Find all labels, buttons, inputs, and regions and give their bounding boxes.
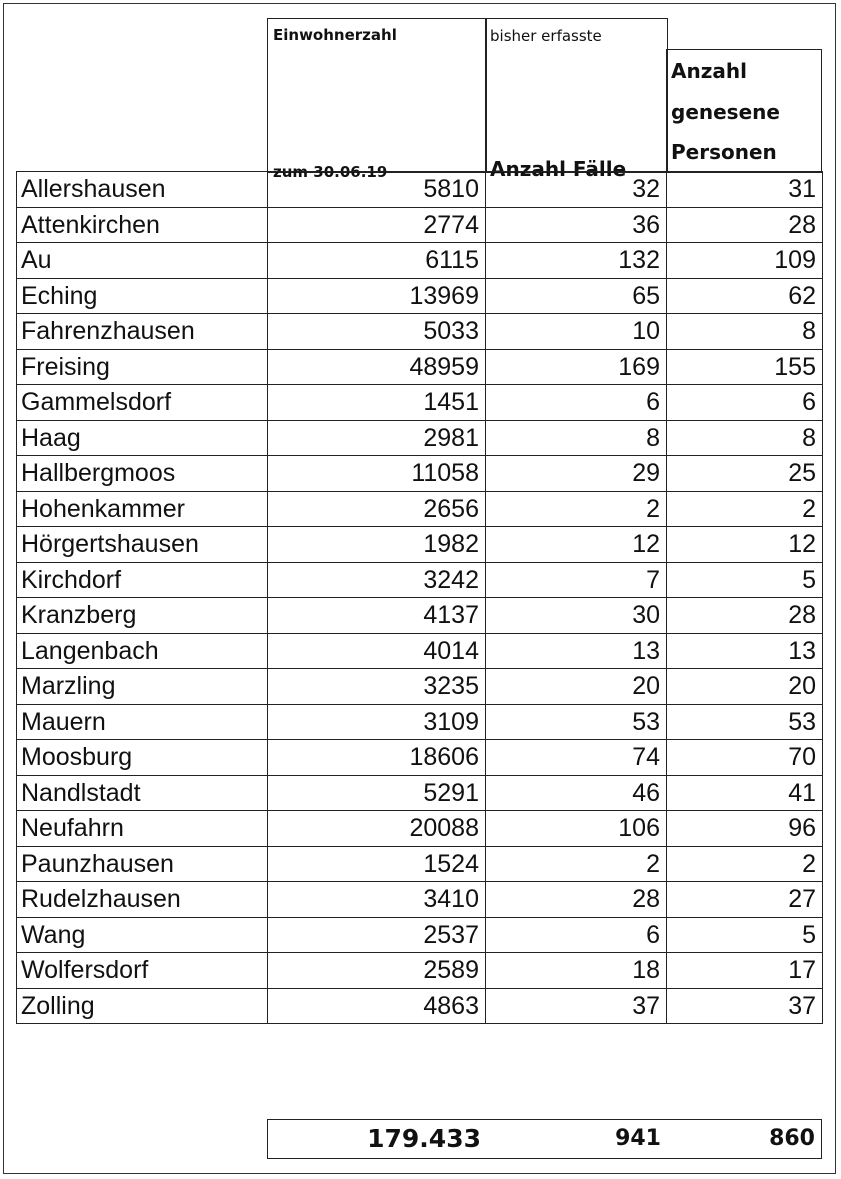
population-cell: 2656 (268, 491, 486, 527)
municipality-cell: Paunzhausen (17, 846, 268, 882)
recovered-cell: 62 (667, 278, 823, 314)
municipality-cell: Wolfersdorf (17, 953, 268, 989)
cases-cell: 6 (486, 385, 667, 421)
total-cases: 941 (615, 1126, 661, 1151)
header-recovered-line3: Personen (671, 140, 777, 164)
municipality-cell: Attenkirchen (17, 207, 268, 243)
population-cell: 4863 (268, 988, 486, 1024)
cases-cell: 18 (486, 953, 667, 989)
table-row (17, 882, 823, 918)
municipality-cell: Marzling (17, 669, 268, 705)
table-row (17, 562, 823, 598)
municipality-cell: Nandlstadt (17, 775, 268, 811)
cases-cell: 10 (486, 314, 667, 350)
cases-cell: 74 (486, 740, 667, 776)
population-cell: 5291 (268, 775, 486, 811)
cases-cell: 53 (486, 704, 667, 740)
cases-cell: 37 (486, 988, 667, 1024)
recovered-cell: 5 (667, 562, 823, 598)
total-recovered: 860 (769, 1126, 815, 1151)
recovered-cell: 53 (667, 704, 823, 740)
table-row (17, 704, 823, 740)
table-row (17, 207, 823, 243)
table-row (17, 669, 823, 705)
cases-cell: 65 (486, 278, 667, 314)
population-cell: 6115 (268, 243, 486, 279)
municipality-cell: Hohenkammer (17, 491, 268, 527)
cases-cell: 6 (486, 917, 667, 953)
cases-cell: 169 (486, 349, 667, 385)
cases-cell: 2 (486, 846, 667, 882)
recovered-cell: 155 (667, 349, 823, 385)
population-cell: 2774 (268, 207, 486, 243)
recovered-cell: 27 (667, 882, 823, 918)
table-row (17, 491, 823, 527)
header-recovered-line1: Anzahl (671, 59, 747, 83)
cases-cell: 32 (486, 172, 667, 208)
header-recovered-line2: genesene (671, 100, 780, 124)
population-cell: 20088 (268, 811, 486, 847)
municipality-cell: Wang (17, 917, 268, 953)
population-cell: 11058 (268, 456, 486, 492)
population-cell: 3109 (268, 704, 486, 740)
recovered-cell: 8 (667, 420, 823, 456)
header-population-title: Einwohnerzahl (273, 26, 397, 44)
municipality-cell: Mauern (17, 704, 268, 740)
municipality-cell: Allershausen (17, 172, 268, 208)
cases-cell: 12 (486, 527, 667, 563)
cases-cell: 7 (486, 562, 667, 598)
population-cell: 3235 (268, 669, 486, 705)
population-cell: 13969 (268, 278, 486, 314)
population-cell: 1982 (268, 527, 486, 563)
recovered-cell: 109 (667, 243, 823, 279)
recovered-cell: 13 (667, 633, 823, 669)
recovered-cell: 70 (667, 740, 823, 776)
recovered-cell: 41 (667, 775, 823, 811)
municipality-cell: Hallbergmoos (17, 456, 268, 492)
cases-cell: 30 (486, 598, 667, 634)
data-table-body (17, 172, 823, 1024)
recovered-cell: 8 (667, 314, 823, 350)
recovered-cell: 2 (667, 846, 823, 882)
cases-cell: 28 (486, 882, 667, 918)
municipality-cell: Haag (17, 420, 268, 456)
table-row (17, 527, 823, 563)
cases-cell: 8 (486, 420, 667, 456)
population-cell: 48959 (268, 349, 486, 385)
population-cell: 5033 (268, 314, 486, 350)
recovered-cell: 17 (667, 953, 823, 989)
municipality-cell: Kirchdorf (17, 562, 268, 598)
table-row (17, 420, 823, 456)
table-row (17, 633, 823, 669)
population-cell: 18606 (268, 740, 486, 776)
recovered-cell: 28 (667, 598, 823, 634)
header-recovered (666, 49, 822, 173)
municipality-cell: Fahrenzhausen (17, 314, 268, 350)
cases-cell: 46 (486, 775, 667, 811)
table-row (17, 172, 823, 208)
population-cell: 1451 (268, 385, 486, 421)
recovered-cell: 25 (667, 456, 823, 492)
header-population-subtitle: zum 30.06.19 (273, 163, 388, 181)
recovered-cell: 37 (667, 988, 823, 1024)
recovered-cell: 2 (667, 491, 823, 527)
cases-cell: 106 (486, 811, 667, 847)
cases-cell: 29 (486, 456, 667, 492)
population-cell: 3242 (268, 562, 486, 598)
population-cell: 3410 (268, 882, 486, 918)
table-row (17, 917, 823, 953)
municipality-cell: Eching (17, 278, 268, 314)
totals-row (267, 1119, 822, 1159)
recovered-cell: 96 (667, 811, 823, 847)
municipality-cell: Kranzberg (17, 598, 268, 634)
table-row (17, 740, 823, 776)
cases-cell: 20 (486, 669, 667, 705)
table-row (17, 598, 823, 634)
table-row (17, 846, 823, 882)
municipality-cell: Moosburg (17, 740, 268, 776)
municipality-cell: Freising (17, 349, 268, 385)
population-cell: 2537 (268, 917, 486, 953)
recovered-cell: 6 (667, 385, 823, 421)
population-cell: 5810 (268, 172, 486, 208)
recovered-cell: 28 (667, 207, 823, 243)
cases-cell: 36 (486, 207, 667, 243)
cases-cell: 132 (486, 243, 667, 279)
population-cell: 2589 (268, 953, 486, 989)
municipality-cell: Rudelzhausen (17, 882, 268, 918)
total-population: 179.433 (367, 1124, 481, 1153)
table-row (17, 278, 823, 314)
recovered-cell: 31 (667, 172, 823, 208)
table-row (17, 349, 823, 385)
header-cases-title: bisher erfasste (490, 27, 602, 45)
table-row (17, 988, 823, 1024)
municipality-cell: Neufahrn (17, 811, 268, 847)
recovered-cell: 5 (667, 917, 823, 953)
municipality-cell: Hörgertshausen (17, 527, 268, 563)
population-cell: 4014 (268, 633, 486, 669)
table-row (17, 456, 823, 492)
recovered-cell: 12 (667, 527, 823, 563)
population-cell: 1524 (268, 846, 486, 882)
municipality-cell: Au (17, 243, 268, 279)
table-row (17, 953, 823, 989)
population-cell: 4137 (268, 598, 486, 634)
population-cell: 2981 (268, 420, 486, 456)
municipality-cell: Zolling (17, 988, 268, 1024)
recovered-cell: 20 (667, 669, 823, 705)
table-row (17, 314, 823, 350)
table-row (17, 811, 823, 847)
header-cases (485, 18, 668, 181)
data-table (16, 171, 823, 1024)
header-population (267, 18, 487, 181)
cases-cell: 13 (486, 633, 667, 669)
table-row (17, 385, 823, 421)
header-cases-subtitle: Anzahl Fälle (490, 157, 627, 181)
municipality-cell: Langenbach (17, 633, 268, 669)
cases-cell: 2 (486, 491, 667, 527)
table-row (17, 775, 823, 811)
table-row (17, 243, 823, 279)
municipality-cell: Gammelsdorf (17, 385, 268, 421)
